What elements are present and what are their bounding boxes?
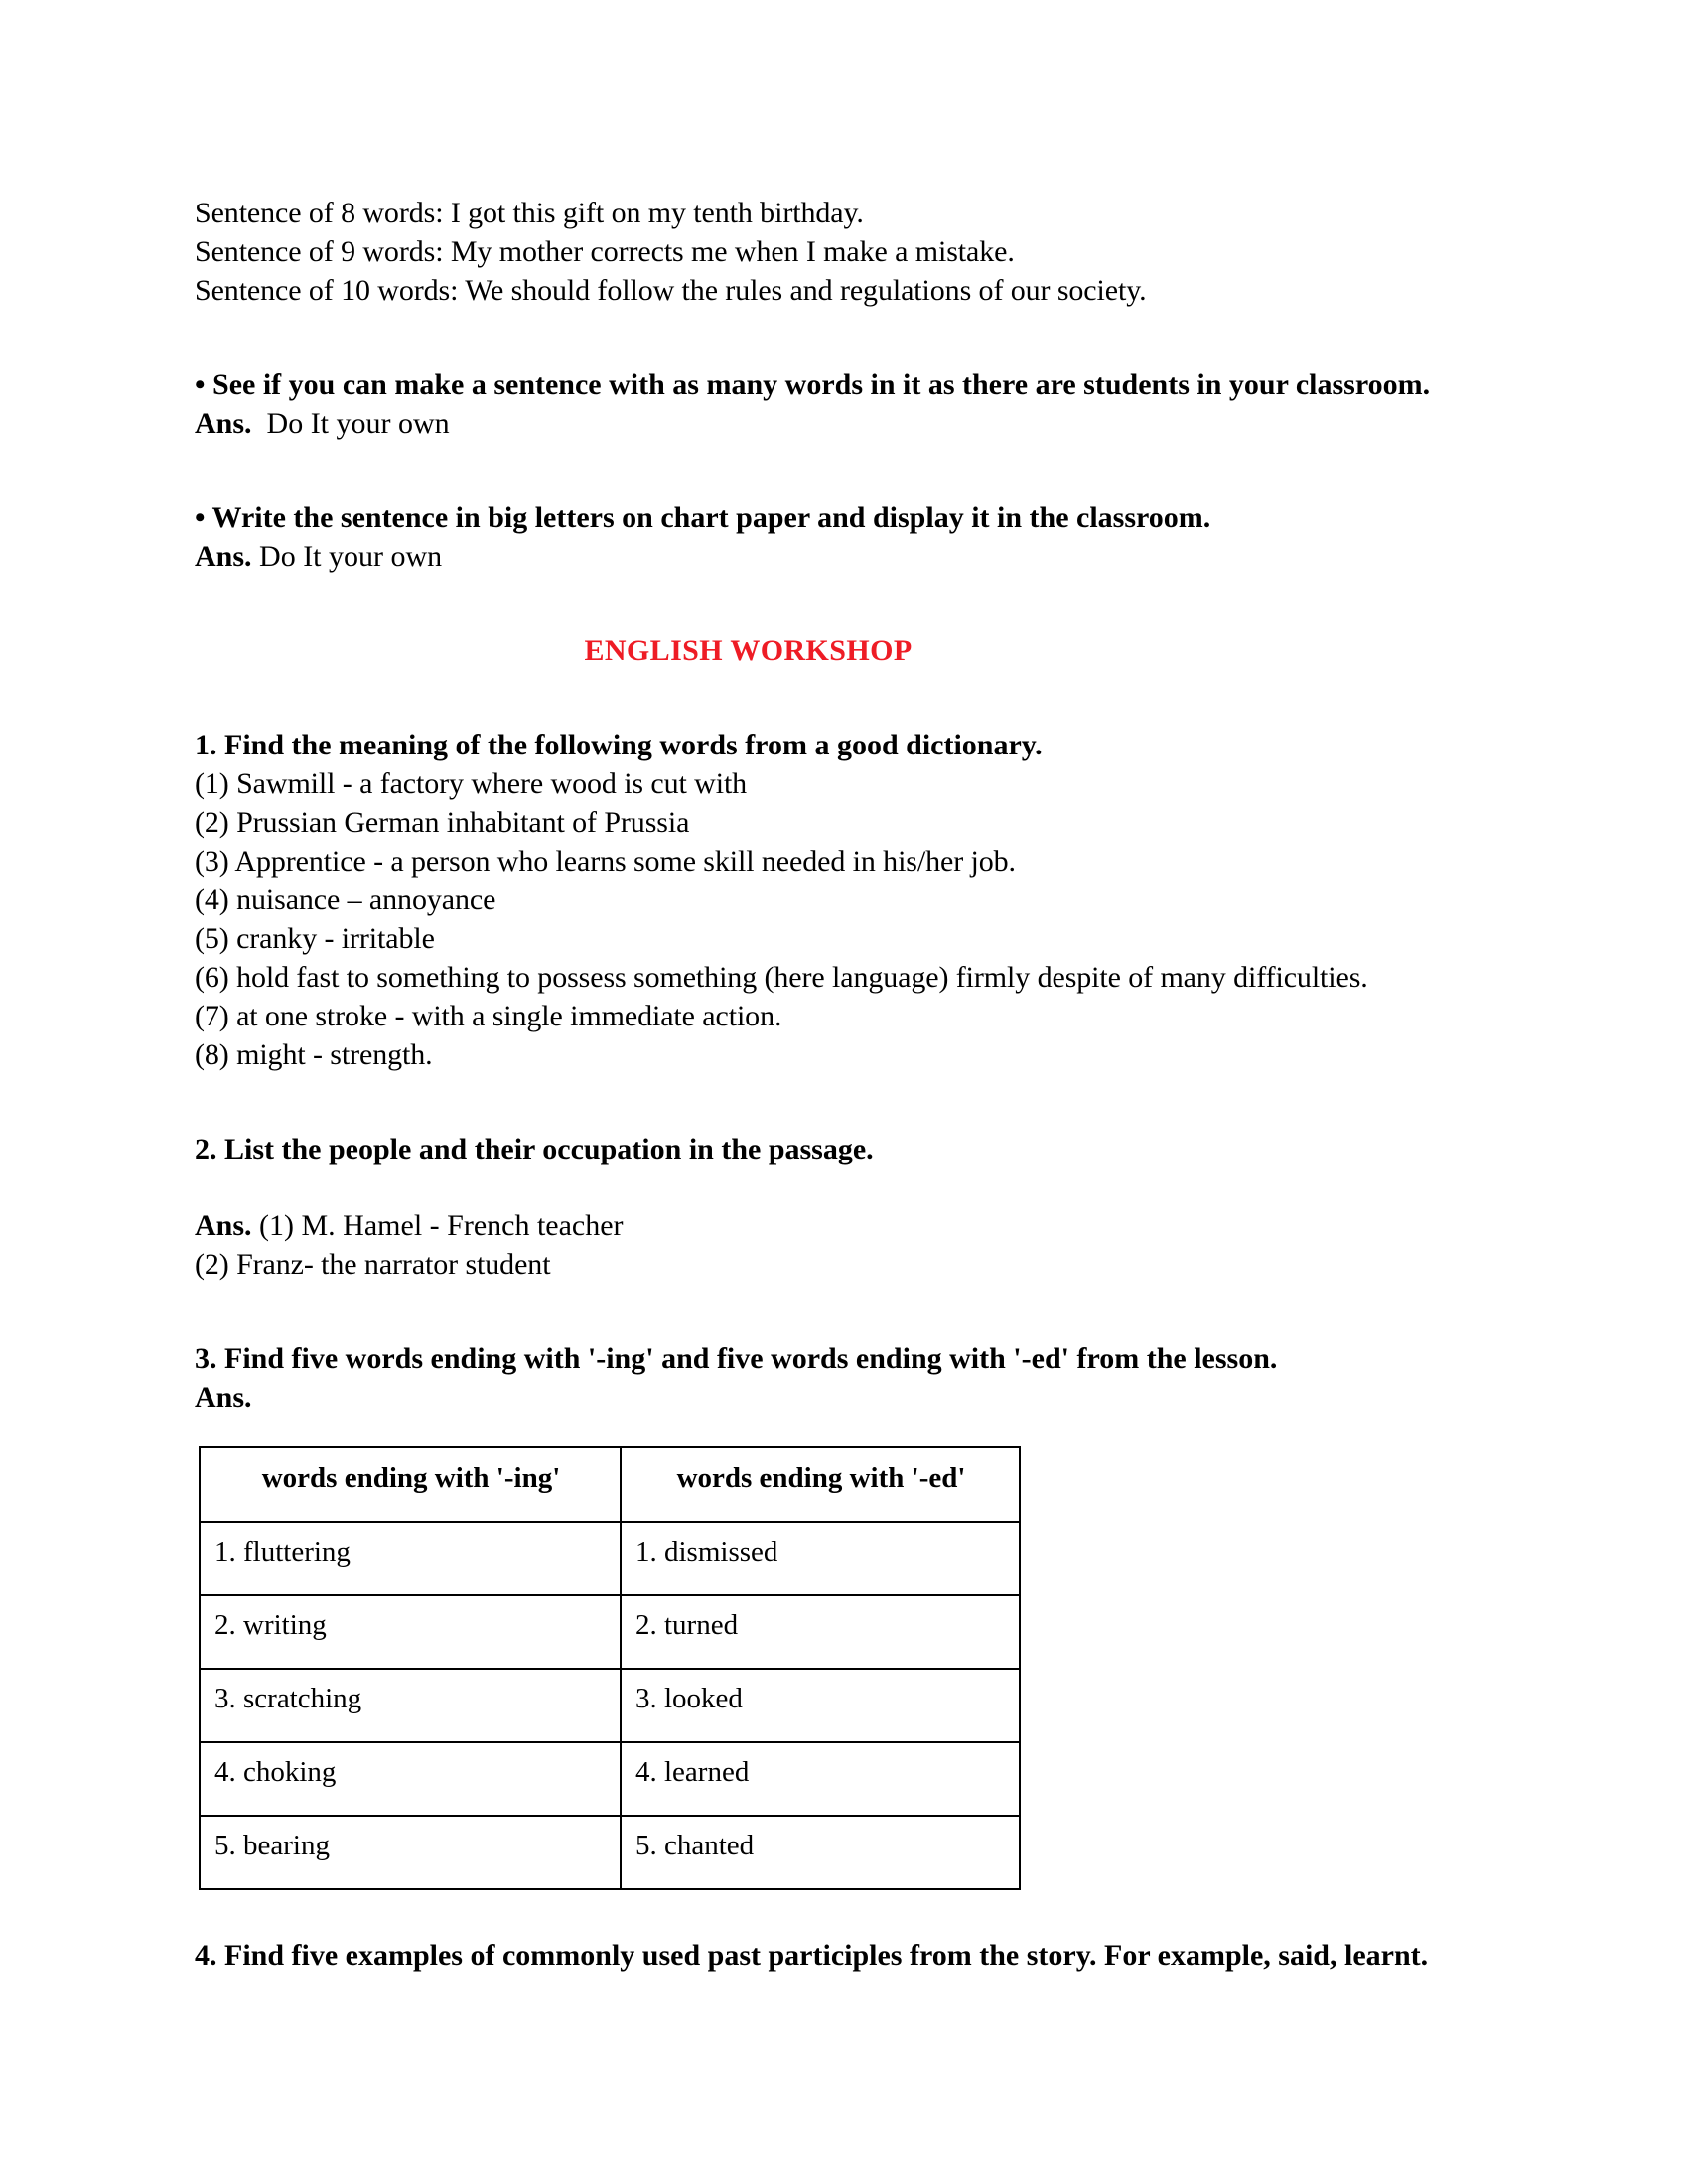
bullet-1-body: See if you can make a sentence with as many words in it as there are students in your classroom. [212,368,1431,401]
answer-text: (1) M. Hamel - French teacher [259,1209,624,1242]
answer-label: Ans. [195,407,252,440]
bullet-block-1 [195,365,1441,443]
spacer [195,443,1441,498]
question-1-item-2: (2) Prussian German inhabitant of Prussia [195,806,690,839]
bullet-1-marker: • [195,368,206,401]
question-block-4 [195,1936,1441,1975]
question-1-item-7: (7) at one stroke - with a single immediate action. [195,1000,782,1032]
intro-sentence-2: Sentence of 9 words: My mother corrects me when I make a mistake. [195,235,1015,268]
spacer [195,576,1441,631]
question-1-item-3: (3) Apprentice - a person who learns some skill needed in his/her job. [195,845,1016,878]
table-cell-ing-1: 1. fluttering [200,1522,621,1595]
table-cell-ing-5: 5. bearing [200,1816,621,1889]
question-1-heading: 1. Find the meaning of the following words from a good dictionary. [195,729,1043,761]
spacer [195,1284,1441,1339]
table-cell-ed-5: 5. chanted [621,1816,1020,1889]
intro-sentence-1: Sentence of 8 words: I got this gift on my tenth birthday. [195,197,864,229]
spacer [195,1074,1441,1130]
table-row [200,1669,1020,1742]
table-row [200,1522,1020,1595]
bullet-2-text [195,498,1441,537]
question-block-3 [195,1339,1441,1890]
question-1-item-5: (5) cranky - irritable [195,922,435,955]
question-3-answer-label: Ans. [195,1381,252,1414]
spacer [195,670,1441,726]
answer-text: Do It your own [266,407,450,440]
question-block-2 [195,1130,1441,1284]
table-row [200,1742,1020,1816]
table-row [200,1816,1020,1889]
question-1-item-4: (4) nuisance – annoyance [195,884,496,916]
intro-sentences-block [195,194,1441,310]
question-1-item-8: (8) might - strength. [195,1038,433,1071]
bullet-2-answer [195,537,1441,576]
bullet-1-text [195,365,1441,404]
answer-text: Do It your own [259,540,443,573]
bullet-1-answer [195,404,1441,443]
table-cell-ed-3: 3. looked [621,1669,1020,1742]
bullet-2-marker: • [195,501,206,534]
table-header-ing: words ending with '-ing' [200,1447,621,1522]
table-cell-ing-3: 3. scratching [200,1669,621,1742]
question-1-item-6: (6) hold fast to something to possess something (here language) firmly despite of many difficulties. [195,961,1368,994]
answer-label: Ans. [195,1209,252,1242]
bullet-block-2 [195,498,1441,576]
question-2-answer-first [195,1206,1441,1245]
document-body [195,194,1441,1975]
table-cell-ing-2: 2. writing [200,1595,621,1669]
spacer [195,1168,1441,1206]
table-cell-ed-4: 4. learned [621,1742,1020,1816]
table-cell-ed-2: 2. turned [621,1595,1020,1669]
question-3-heading: 3. Find five words ending with '-ing' and five words ending with '-ed' from the lesson. [195,1342,1278,1375]
table-cell-ing-4: 4. choking [200,1742,621,1816]
section-title-english-workshop: ENGLISH WORKSHOP [584,634,913,667]
table-header-ed: words ending with '-ed' [621,1447,1020,1522]
intro-sentence-3: Sentence of 10 words: We should follow the rules and regulations of our society. [195,274,1147,307]
table-cell-ed-1: 1. dismissed [621,1522,1020,1595]
spacer [195,310,1441,365]
table-header-row [200,1447,1020,1522]
question-2-heading: 2. List the people and their occupation in the passage. [195,1133,874,1165]
question-block-1 [195,726,1441,1074]
spacer [195,1890,1441,1936]
question-1-item-1: (1) Sawmill - a factory where wood is cut with [195,767,748,800]
question-2-answer-item-2: (2) Franz- the narrator student [195,1248,551,1281]
table-row [200,1595,1020,1669]
question-4-heading: 4. Find five examples of commonly used past participles from the story. For example, said, learnt. [195,1939,1429,1972]
words-table [199,1446,1021,1890]
answer-label: Ans. [195,540,252,573]
bullet-2-body: Write the sentence in big letters on chart paper and display it in the classroom. [211,501,1211,534]
